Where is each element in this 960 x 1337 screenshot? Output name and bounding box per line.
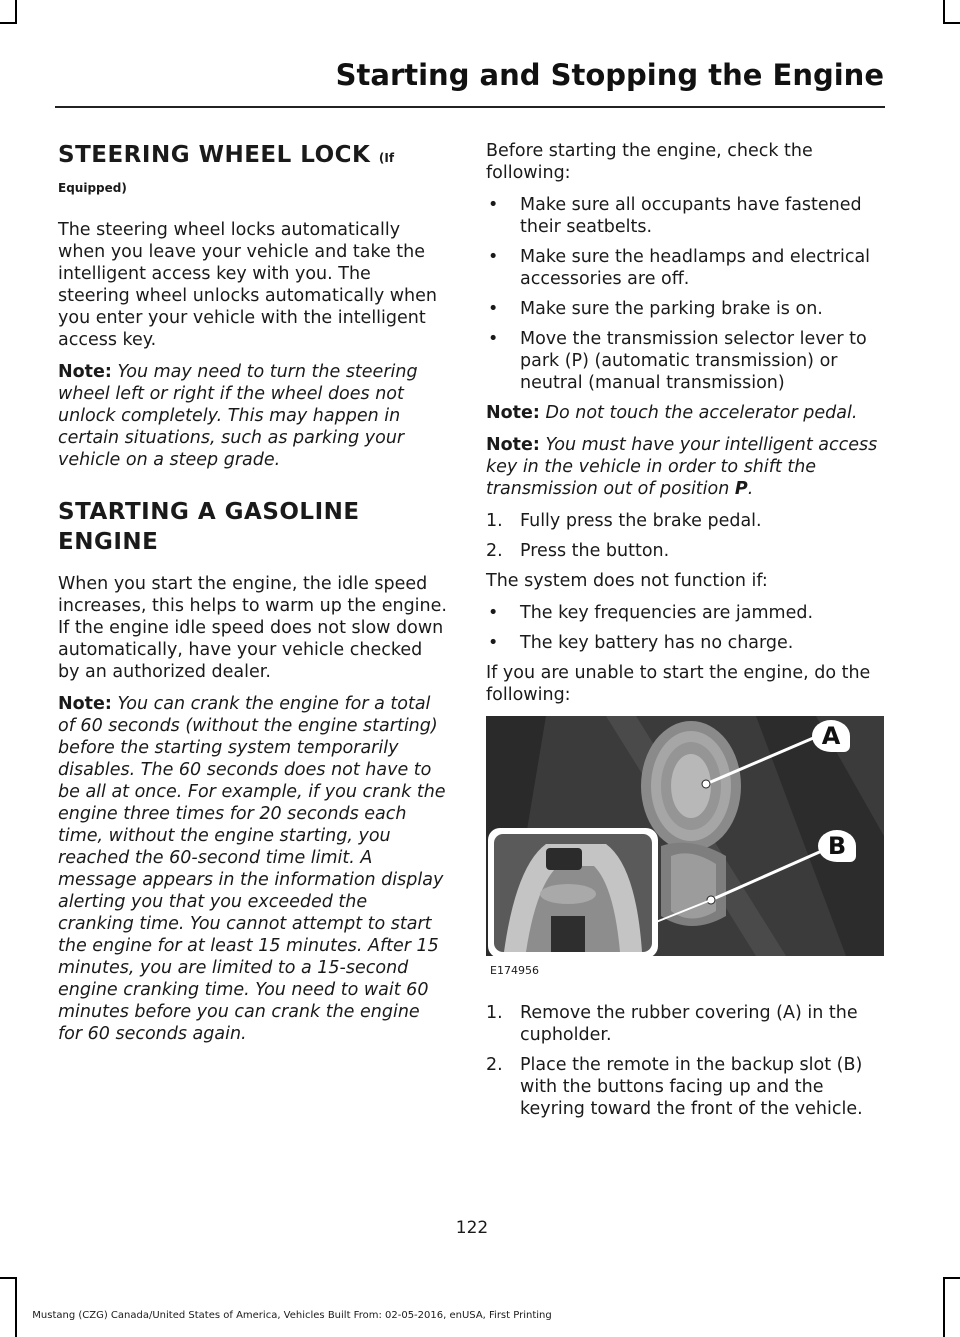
crop-mark [0,22,17,24]
step-item: 1. Fully press the brake pedal. [486,511,762,531]
crop-mark [15,0,17,22]
step-item: 2. Place the remote in the backup slot (B) with the buttons facing up and the keyring toward the front of the vehicle. [486,1055,863,1119]
list-item: • Make sure all occupants have fastened their seatbelts. [488,195,862,237]
list-item: • Make sure the parking brake is on. [488,299,823,319]
step-item: 2. Press the button. [486,541,670,561]
list-item: • Move the transmission selector lever to park (P) (automatic transmission) or neutral (manual transmission) [488,329,867,393]
section-heading-steering-lock: STEERING WHEEL LOCK (If [58,142,395,168]
list-item: • The key battery has no charge. [488,633,794,653]
note-key-shift: Note: You must have your intelligent access key in the vehicle in order to shift the transmission out of position P. [486,435,878,499]
crop-mark [943,1277,945,1337]
list-item: • Make sure the headlamps and electrical accessories are off. [488,247,871,289]
section-heading-gasoline-line2: ENGINE [58,529,159,555]
callout-label-a: A [812,720,850,752]
crop-mark [943,22,960,24]
figure-code: E174956 [490,964,539,977]
crop-mark [943,1277,960,1279]
paragraph-check-intro: Before starting the engine, check the following: [486,141,813,183]
footer-text: Mustang (CZG) Canada/United States of America, Vehicles Built From: 02-05-2016, enUSA, First Printing [32,1310,552,1321]
page-number: 122 [455,1218,489,1238]
right-column [486,140,884,1128]
cupholder-backup-slot-illustration [486,716,884,956]
paragraph-unable: If you are unable to start the engine, do the following: [486,663,871,705]
page-header-title: Starting and Stopping the Engine [335,58,884,92]
crop-mark [0,1277,17,1279]
callout-label-b: B [818,830,856,862]
note-steering: Note: You may need to turn the steering wheel left or right if the wheel does not unlock completely. This may happen in certain situations, such as parking your vehicle on a steep grade. [58,362,418,470]
step-item: 1. Remove the rubber covering (A) in the cupholder. [486,1003,858,1045]
header-rule [55,106,885,108]
left-column [58,140,448,1055]
paragraph-steering-lock: The steering wheel locks automatically when you leave your vehicle and take the intelligent access key with you. The steering wheel unlocks automatically when you enter your vehicle with the intelligent access key. [58,220,438,350]
section-heading-steering-lock-cont: Equipped) [58,181,127,195]
paragraph-system: The system does not function if: [486,571,768,591]
note-cranking: Note: You can crank the engine for a total of 60 seconds (without the engine starting) before the starting system temporarily disables. The 60 seconds does not have to be all at once. For example, if you crank the engine three times for 20 seconds each time, without the engine starting, you reached the 60-second time limit. A message appears in the information display alerting you that you exceeded the cranking time. You cannot attempt to start the engine for at least 15 minutes. After 15 minutes, you are limited to a 15-second engine cranking time. You need to wait 60 minutes before you can crank the engine for 60 seconds again. [58,694,446,1044]
note-accelerator: Note: Do not touch the accelerator pedal. [486,403,858,423]
list-item: • The key frequencies are jammed. [488,603,814,623]
crop-mark [943,0,945,22]
paragraph-idle-speed: When you start the engine, the idle speed increases, this helps to warm up the engine. If the engine idle speed does not slow down automatically, have your vehicle checked by an authorized dealer. [58,574,447,682]
section-heading-gasoline: STARTING A GASOLINE [58,499,360,525]
crop-mark [15,1277,17,1337]
